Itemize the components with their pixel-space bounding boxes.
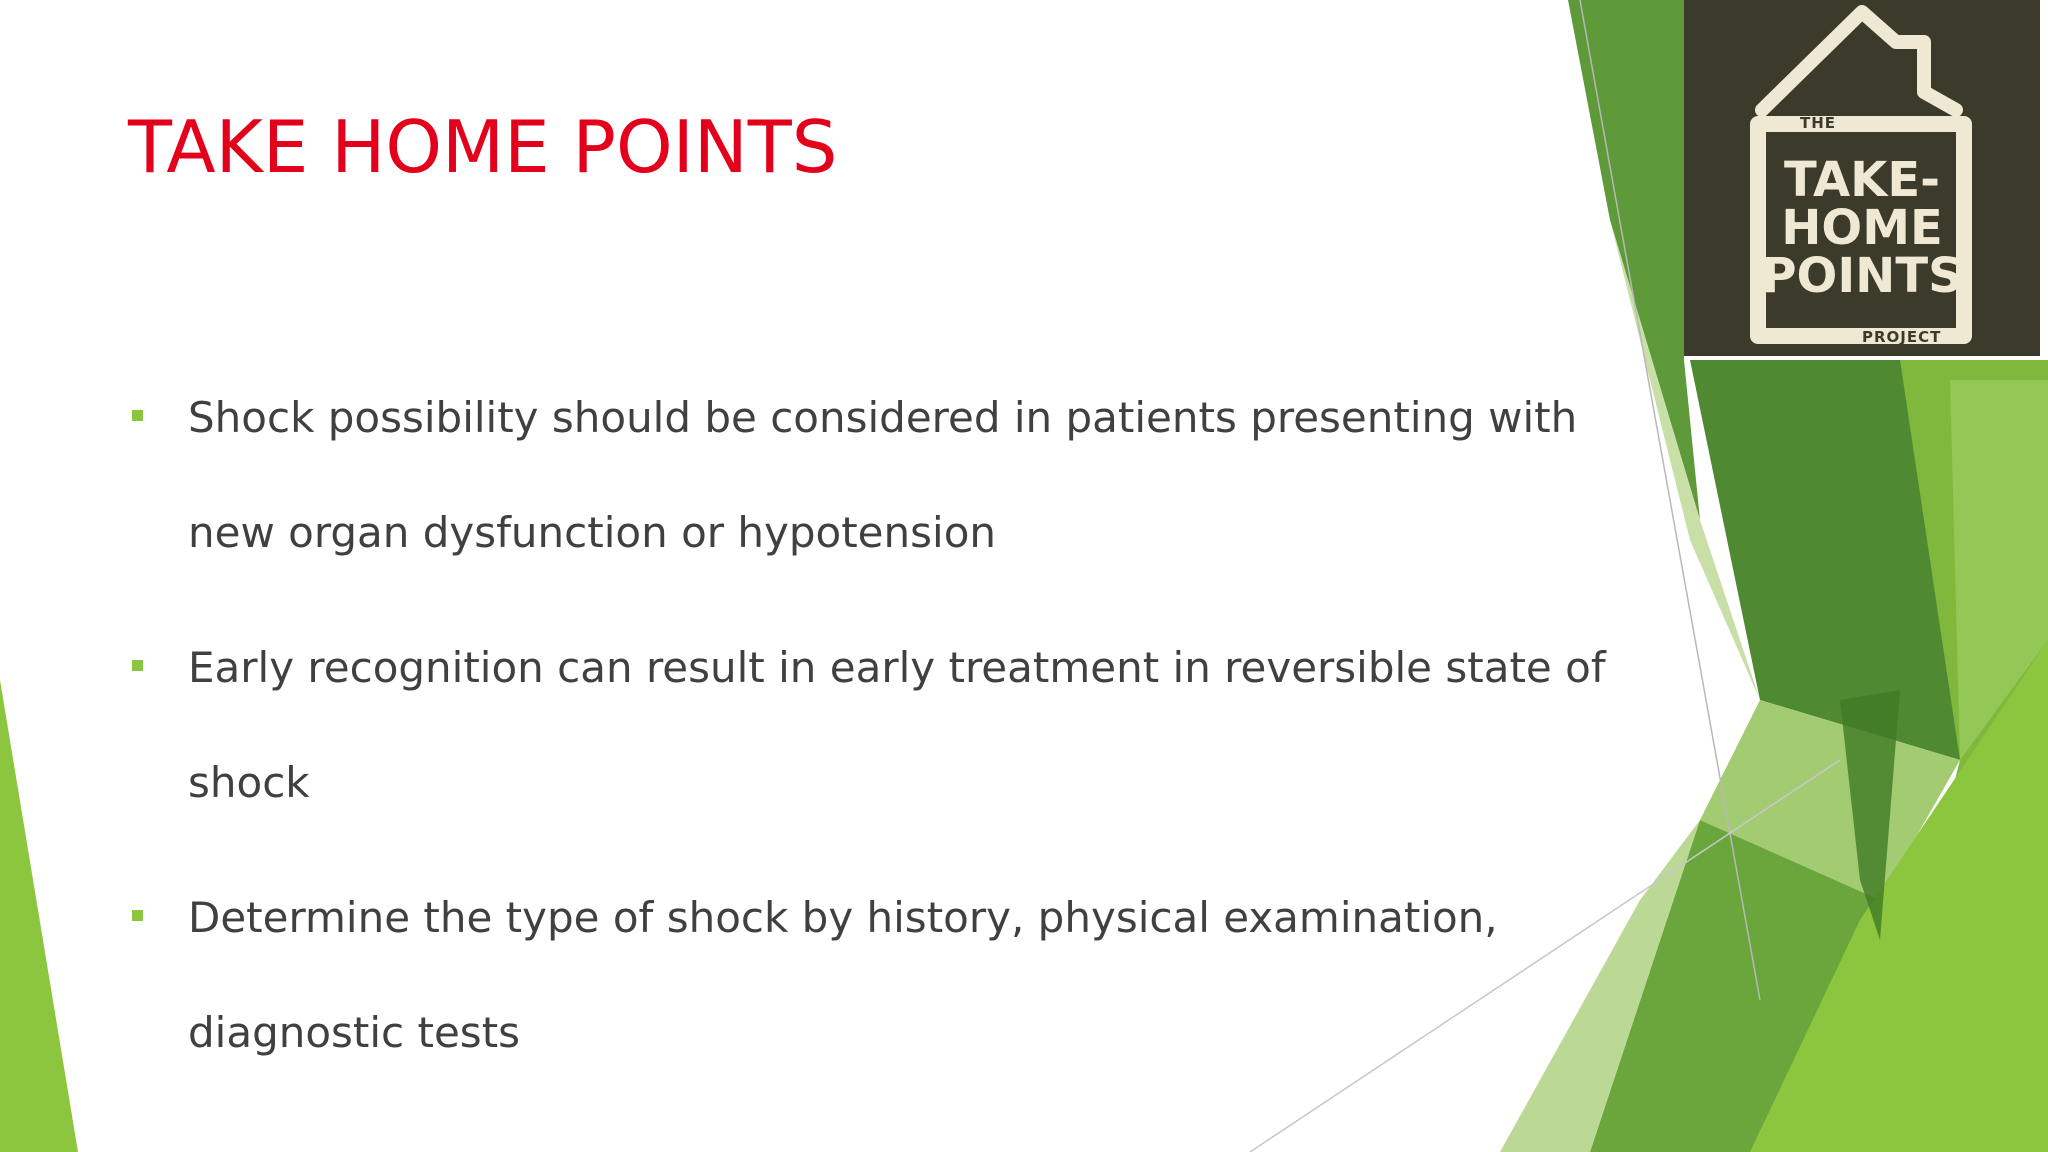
bullet-item (130, 860, 1628, 1090)
bullet-item (130, 360, 1628, 590)
bullet-item (130, 610, 1708, 840)
bullet-text: Shock possibility should be considered in patients presenting with new organ dysfunction or hypotension (188, 393, 1578, 557)
logo-bottom-label: PROJECT (1862, 328, 1942, 346)
slide-title: TAKE HOME POINTS (128, 105, 838, 189)
take-home-points-logo (1684, 0, 2040, 356)
bullet-text: Early recognition can result in early treatment in reversible state of shock (188, 643, 1606, 807)
bullet-text: Determine the type of shock by history, physical examination, diagnostic tests (188, 893, 1498, 1057)
logo-line-1: TAKE- (1783, 152, 1941, 208)
logo-line-3: POINTS (1761, 248, 1963, 304)
square-bullet-icon (132, 410, 143, 421)
left-green-shape (0, 680, 78, 1152)
logo-line-2: HOME (1781, 200, 1943, 256)
logo-top-label: THE (1800, 114, 1837, 132)
bullet-list (130, 360, 1650, 1110)
square-bullet-icon (132, 660, 143, 671)
square-bullet-icon (132, 910, 143, 921)
